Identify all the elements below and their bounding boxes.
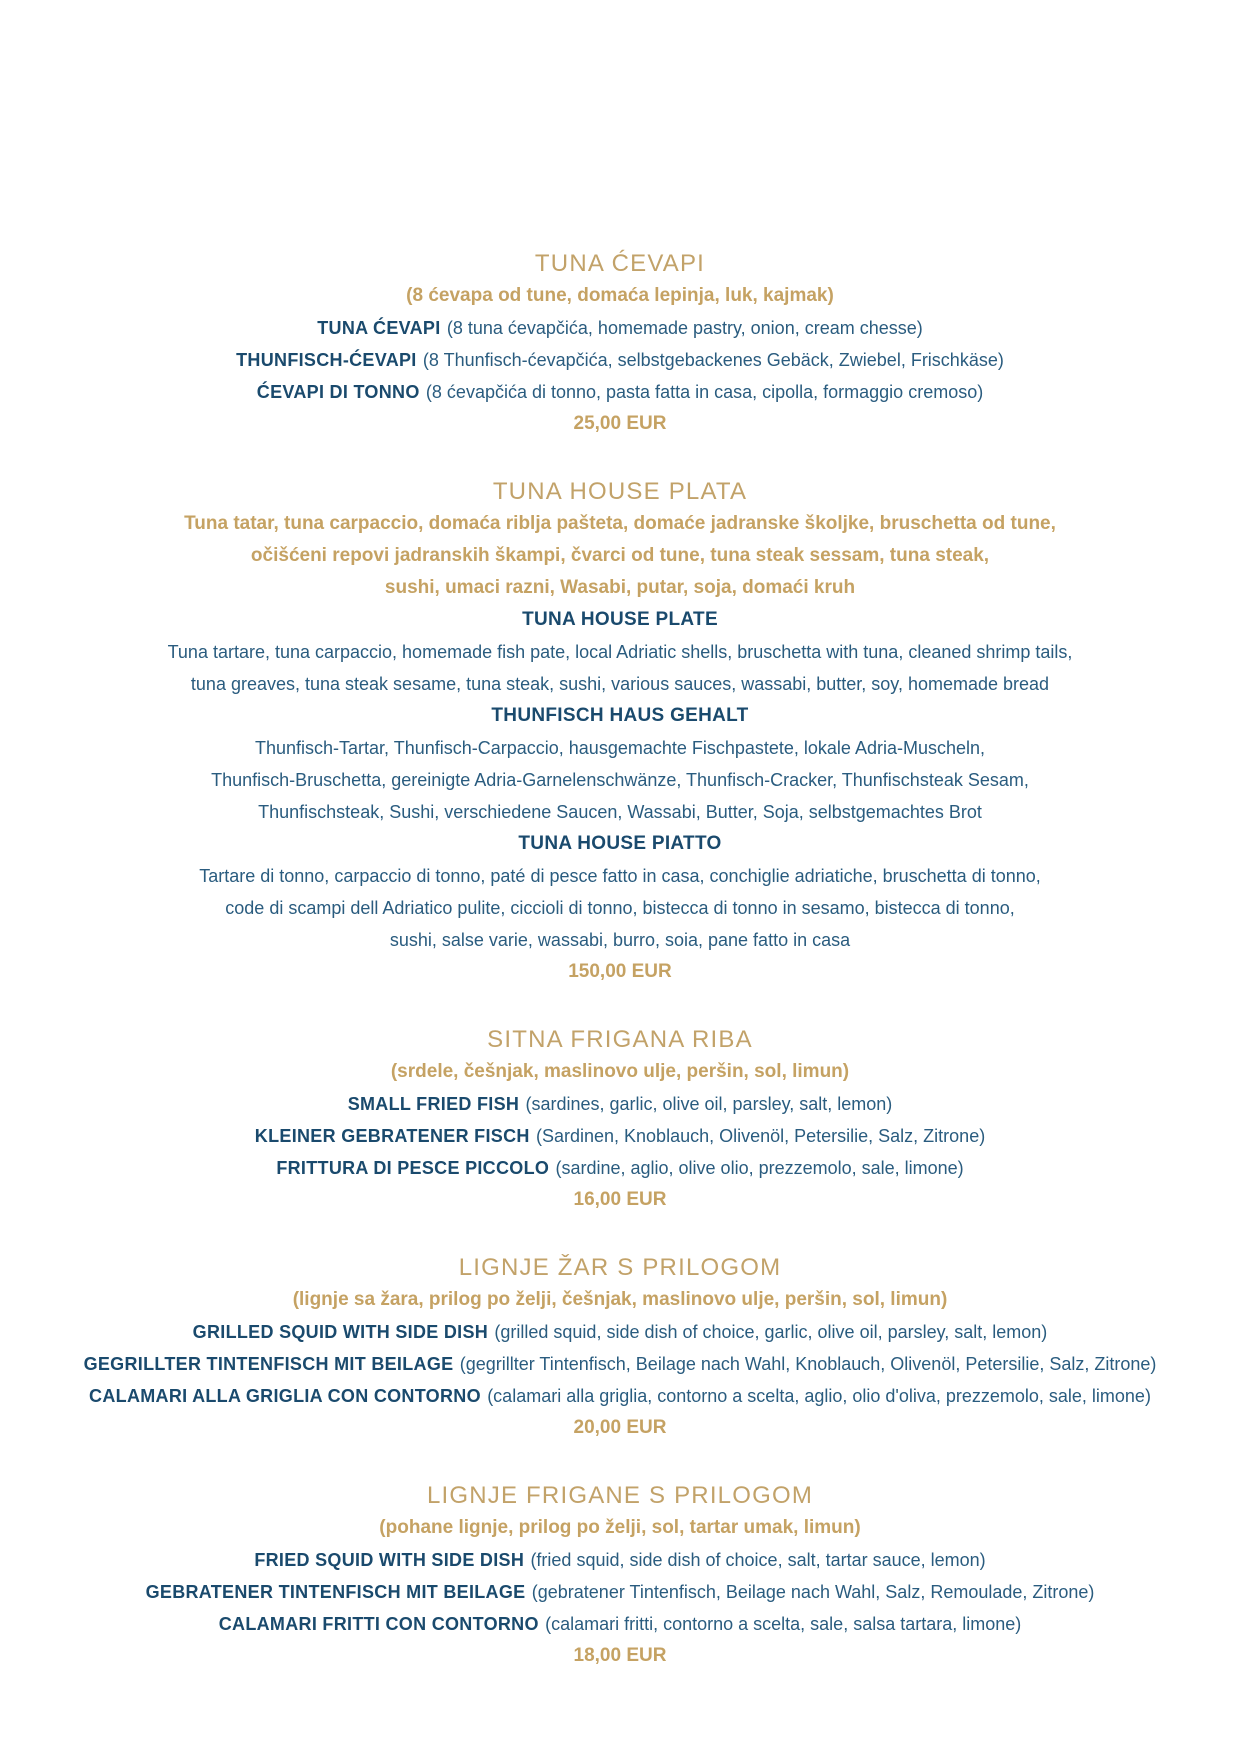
section-title: TUNA HOUSE PLATA (492, 478, 748, 505)
menu-item-line (0, 1088, 1240, 1120)
menu-item-name: CALAMARI ALLA GRIGLIA CON CONTORNO (89, 1386, 481, 1406)
menu-item-line (0, 1576, 1240, 1608)
section-intro-line: sushi, umaci razni, Wasabi, putar, soja, domaći kruh (384, 577, 856, 598)
section-title: LIGNJE ŽAR S PRILOGOM (458, 1254, 782, 1281)
menu-section (0, 1252, 1240, 1444)
menu-section (0, 476, 1240, 988)
translation-body-line: Thunfisch-Tartar, Thunfisch-Carpaccio, hausgemachte Fischpastete, lokale Adria-Muscheln, (254, 738, 986, 758)
translation-body-line: Tartare di tonno, carpaccio di tonno, paté di pesce fatto in casa, conchiglie adriatiche, bruschetta di tonno, (199, 866, 1041, 886)
menu-item-detail: (gebratener Tintenfisch, Beilage nach Wahl, Salz, Remoulade, Zitrone) (531, 1582, 1095, 1602)
menu-item-name: KLEINER GEBRATENER FISCH (254, 1126, 530, 1146)
section-intro-line: Tuna tatar, tuna carpaccio, domaća riblja pašteta, domaće jadranske školjke, bruschetta od tune, (184, 513, 1056, 534)
menu-item-name: TUNA ĆEVAPI (317, 318, 441, 338)
menu-item-line (0, 1316, 1240, 1348)
menu-item-detail: (sardines, garlic, olive oil, parsley, salt, lemon) (525, 1094, 893, 1114)
menu-section (0, 1480, 1240, 1672)
menu-item-line (0, 1544, 1240, 1576)
price: 25,00 EUR (573, 413, 667, 434)
menu-sections (0, 248, 1240, 1672)
price: 150,00 EUR (568, 961, 672, 982)
menu-item-detail: (8 tuna ćevapčića, homemade pastry, onion, cream chesse) (446, 318, 923, 338)
translation-body-line: sushi, salse varie, wassabi, burro, soia, pane fatto in casa (389, 930, 851, 950)
section-title: SITNA FRIGANA RIBA (487, 1026, 753, 1053)
section-title: LIGNJE FRIGANE S PRILOGOM (426, 1482, 814, 1509)
menu-item-name: SMALL FRIED FISH (347, 1094, 520, 1114)
menu-section (0, 1024, 1240, 1216)
menu-item-line (0, 1380, 1240, 1412)
menu-item-detail: (Sardinen, Knoblauch, Olivenöl, Petersilie, Salz, Zitrone) (535, 1126, 986, 1146)
menu-item-line (0, 1348, 1240, 1380)
menu-item-line (0, 1608, 1240, 1640)
menu-item-detail: (grilled squid, side dish of choice, garlic, olive oil, parsley, salt, lemon) (494, 1322, 1048, 1342)
price: 20,00 EUR (573, 1417, 667, 1438)
translation-body-line: code di scampi dell Adriatico pulite, ciccioli di tonno, bistecca di tonno in sesamo, bistecca di tonno, (225, 898, 1015, 918)
menu-item-detail: (fried squid, side dish of choice, salt, tartar sauce, lemon) (530, 1550, 986, 1570)
menu-item-line (0, 376, 1240, 408)
menu-item-name: ĆEVAPI DI TONNO (256, 382, 420, 402)
menu-item-name: GEBRATENER TINTENFISCH MIT BEILAGE (145, 1582, 526, 1602)
section-intro-line: očišćeni repovi jadranskih škampi, čvarci od tune, tuna steak sessam, tuna steak, (250, 545, 990, 566)
menu-item-name: FRITTURA DI PESCE PICCOLO (276, 1158, 550, 1178)
menu-item-line (0, 312, 1240, 344)
translation-body-line: Thunfischsteak, Sushi, verschiedene Saucen, Wassabi, Butter, Soja, selbstgemachtes Brot (258, 802, 982, 822)
section-intro-line: (srdele, češnjak, maslinovo ulje, peršin, sol, limun) (390, 1061, 850, 1082)
menu-item-name: THUNFISCH-ĆEVAPI (236, 350, 417, 370)
menu-section (0, 248, 1240, 440)
menu-item-detail: (calamari fritti, contorno a scelta, sale, salsa tartara, limone) (545, 1614, 1022, 1634)
menu-item-name: FRIED SQUID WITH SIDE DISH (254, 1550, 525, 1570)
translation-body-line: Thunfisch-Bruschetta, gereinigte Adria-Garnelenschwänze, Thunfisch-Cracker, Thunfischsteak Sesam, (211, 770, 1029, 790)
section-intro-line: (8 ćevapa od tune, domaća lepinja, luk, kajmak) (406, 285, 834, 306)
translation-heading: THUNFISCH HAUS GEHALT (491, 705, 749, 726)
menu-item-detail: (calamari alla griglia, contorno a scelta, aglio, olio d'oliva, prezzemolo, sale, limone) (487, 1386, 1151, 1406)
menu-item-detail: (8 Thunfisch-ćevapčića, selbstgebackenes Gebäck, Zwiebel, Frischkäse) (422, 350, 1004, 370)
menu-item-detail: (gegrillter Tintenfisch, Beilage nach Wahl, Knoblauch, Olivenöl, Petersilie, Salz, Zitrone) (459, 1354, 1157, 1374)
translation-heading: TUNA HOUSE PIATTO (518, 833, 722, 854)
menu-item-detail: (sardine, aglio, olive olio, prezzemolo, sale, limone) (555, 1158, 964, 1178)
price: 18,00 EUR (573, 1645, 667, 1666)
section-intro-line: (lignje sa žara, prilog po želji, češnjak, maslinovo ulje, peršin, sol, limun) (292, 1289, 948, 1310)
section-intro-line: (pohane lignje, prilog po želji, sol, tartar umak, limun) (379, 1517, 861, 1538)
menu-item-name: GEGRILLTER TINTENFISCH MIT BEILAGE (83, 1354, 454, 1374)
section-title: TUNA ĆEVAPI (534, 250, 706, 277)
translation-body-line: tuna greaves, tuna steak sesame, tuna steak, sushi, various sauces, wassabi, butter, soy, homemade bread (190, 674, 1050, 694)
menu-item-detail: (8 ćevapčića di tonno, pasta fatta in casa, cipolla, formaggio cremoso) (425, 382, 984, 402)
menu-item-name: GRILLED SQUID WITH SIDE DISH (192, 1322, 489, 1342)
price: 16,00 EUR (573, 1189, 667, 1210)
menu-item-name: CALAMARI FRITTI CON CONTORNO (218, 1614, 539, 1634)
menu-item-line (0, 1120, 1240, 1152)
menu-item-line (0, 344, 1240, 376)
translation-heading: TUNA HOUSE PLATE (522, 609, 718, 630)
translation-body-line: Tuna tartare, tuna carpaccio, homemade fish pate, local Adriatic shells, bruschetta with tuna, cleaned shrimp tails, (167, 642, 1073, 662)
menu-item-line (0, 1152, 1240, 1184)
